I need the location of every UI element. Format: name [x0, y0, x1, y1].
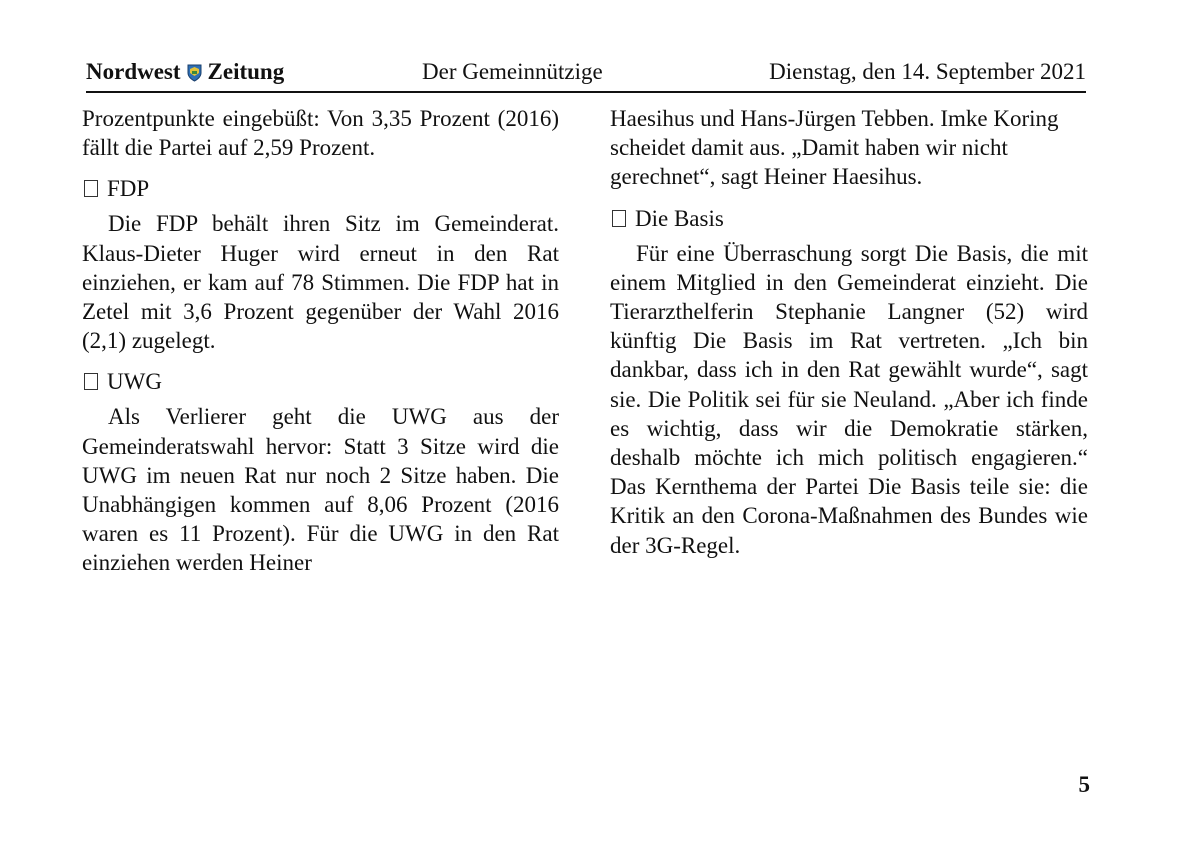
coat-of-arms-icon — [187, 64, 202, 82]
newspaper-masthead — [86, 56, 284, 88]
paragraph-fdp: Die FDP behält ihren Sitz im Gemeinderat. Klaus-Dieter Huger wird erneut in den Rat einziehen, er kam auf 78 Stimmen. Die FDP hat in Zetel mit 3,6 Prozent gegenüber der Wahl 2016 (2,1) zugelegt. — [82, 211, 559, 354]
left-column — [82, 104, 559, 578]
heading-label: UWG — [107, 369, 162, 395]
paragraph-basis: Für eine Überraschung sorgt Die Basis, die mit einem Mitglied in den Gemeinderat einzieht. Die Tierarzthelferin Stephanie Langner (52) wird künftig Die Basis im Rat vertreten. „Ich bin dankbar, dass ich in den Rat gewählt wurde“, sagt sie. Die Politik sei für sie Neuland. „Aber ich finde es wichtig, dass wir die Demokratie stärken, deshalb möchte ich mich politisch engagieren.“ Das Kernthema der Partei Die Basis teile sie: die Kritik an den Corona-Maßnahmen des Bundes wie der 3G-Regel. — [610, 240, 1088, 558]
masthead-right: Zeitung — [207, 59, 285, 84]
heading-label: Die Basis — [635, 205, 724, 231]
page-number: 5 — [1078, 772, 1090, 797]
paragraph-continued: Haesihus und Hans-Jürgen Tebben. Imke Koring scheidet damit aus. „Damit haben wir nicht gerechnet“, sagt Heiner Haesihus. — [610, 106, 1059, 190]
bullet-box-icon — [612, 210, 626, 227]
header-divider — [86, 91, 1086, 93]
section-heading-basis — [610, 204, 1088, 233]
bullet-box-icon — [84, 373, 98, 390]
right-column — [610, 104, 1088, 560]
masthead-left: Nordwest — [86, 59, 181, 84]
supplement-title: Der Gemeinnützige — [422, 59, 603, 84]
heading-label: FDP — [107, 176, 150, 202]
issue-date: Dienstag, den 14. September 2021 — [769, 59, 1086, 84]
section-heading-fdp — [82, 174, 559, 203]
paragraph-continued: Prozentpunkte eingebüßt: Von 3,35 Prozent (2016) fällt die Partei auf 2,59 Prozent. — [82, 106, 559, 161]
paragraph-uwg: Als Verlierer geht die UWG aus der Gemeinderatswahl hervor: Statt 3 Sitze wird die UWG im neuen Rat nur noch 2 Sitze haben. Die Unabhängigen kommen auf 8,06 Prozent (2016 waren es 11 Prozent). Für die UWG in den Rat einziehen werden Heiner — [82, 404, 559, 576]
page-header — [86, 56, 1086, 92]
bullet-box-icon — [84, 180, 98, 197]
section-heading-uwg — [82, 367, 559, 396]
